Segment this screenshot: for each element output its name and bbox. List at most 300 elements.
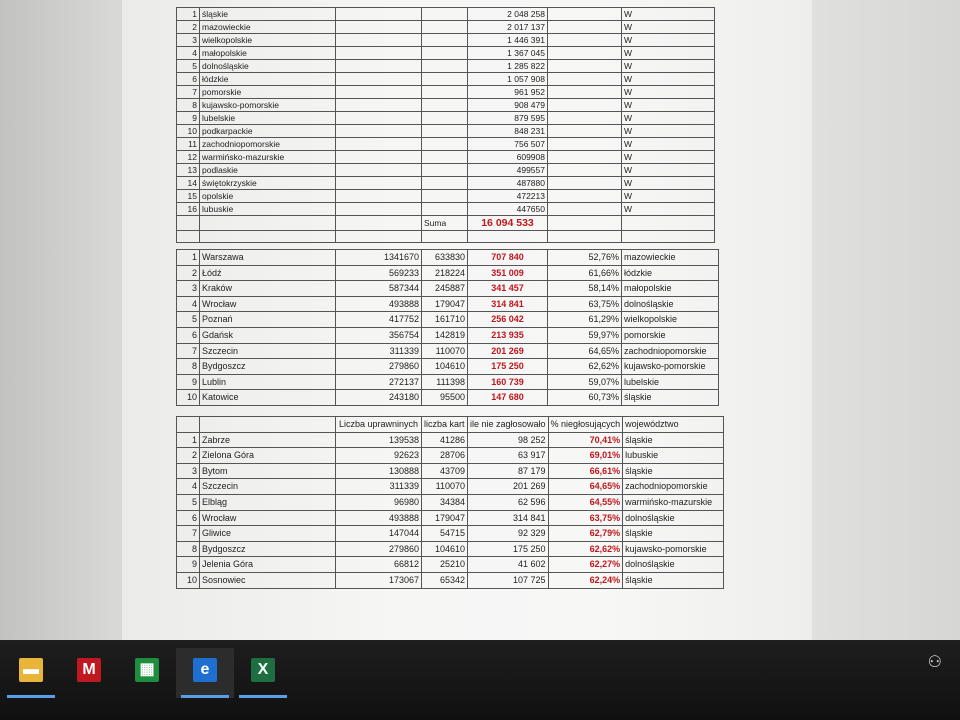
- row-number: 1: [177, 8, 200, 21]
- empty-cell: [422, 34, 468, 47]
- region-flag: W: [622, 73, 715, 86]
- row-number: 1: [177, 432, 200, 448]
- non-voter-percent: 64,65%: [548, 343, 622, 359]
- city-name: Sosnowiec: [200, 572, 336, 588]
- sheets-taskbar-button[interactable]: [118, 648, 176, 698]
- non-voter-percent: 59,07%: [548, 374, 622, 390]
- table-row: [177, 8, 715, 21]
- table-row: [177, 374, 719, 390]
- running-indicator: [239, 695, 287, 698]
- eligible-voters: 569233: [336, 265, 422, 281]
- row-number: 8: [177, 359, 200, 375]
- row-number: 10: [177, 572, 200, 588]
- ballots: 104610: [422, 541, 468, 557]
- region-value: 1 446 391: [468, 34, 548, 47]
- non-voters: 314 841: [468, 296, 548, 312]
- region-value: 2 048 258: [468, 8, 548, 21]
- row-number: 4: [177, 479, 200, 495]
- region-name: pomorskie: [200, 86, 336, 99]
- ballots: 110070: [422, 479, 468, 495]
- region-flag: W: [622, 190, 715, 203]
- voivodeship: małopolskie: [622, 281, 719, 297]
- region-name: łódzkie: [200, 73, 336, 86]
- empty-cell: [336, 177, 422, 190]
- ballots: 161710: [422, 312, 468, 328]
- non-voters: 256 042: [468, 312, 548, 328]
- city-name: Łódź: [200, 265, 336, 281]
- ballots: 633830: [422, 250, 468, 266]
- edge-taskbar-button[interactable]: [176, 648, 234, 698]
- non-voter-percent: 61,66%: [548, 265, 622, 281]
- empty-cell: [548, 164, 622, 177]
- region-name: dolnośląskie: [200, 60, 336, 73]
- row-number: 10: [177, 390, 200, 406]
- region-value: 961 952: [468, 86, 548, 99]
- empty-cell: [422, 8, 468, 21]
- empty-cell: [422, 138, 468, 151]
- city-name: Zabrze: [200, 432, 336, 448]
- ballots: 34384: [422, 494, 468, 510]
- empty-cell: [548, 73, 622, 86]
- empty-cell: [336, 231, 422, 243]
- region-value: 756 507: [468, 138, 548, 151]
- table-row: [177, 448, 724, 464]
- file-explorer-icon: ▬: [19, 658, 43, 682]
- non-voter-percent: 66,61%: [548, 463, 623, 479]
- empty-cell: [336, 112, 422, 125]
- region-flag: W: [622, 112, 715, 125]
- ballots: 65342: [422, 572, 468, 588]
- column-header: ile nie zagłosowało: [468, 417, 549, 433]
- ballots: 28706: [422, 448, 468, 464]
- city-name: Lublin: [200, 374, 336, 390]
- city-name: Zielona Góra: [200, 448, 336, 464]
- region-name: zachodniopomorskie: [200, 138, 336, 151]
- empty-cell: [422, 164, 468, 177]
- table-row: [177, 327, 719, 343]
- city-name: Bytom: [200, 463, 336, 479]
- voivodeship: lubuskie: [623, 448, 724, 464]
- non-voter-percent: 61,29%: [548, 312, 622, 328]
- city-name: Wrocław: [200, 296, 336, 312]
- voivodeship-table: [176, 7, 715, 243]
- empty-cell: [422, 73, 468, 86]
- table-row: [177, 572, 724, 588]
- row-number: 2: [177, 265, 200, 281]
- table-row: [177, 479, 724, 495]
- row-number: 6: [177, 510, 200, 526]
- table-row: [177, 343, 719, 359]
- region-flag: W: [622, 151, 715, 164]
- empty-cell: [548, 21, 622, 34]
- row-number: 4: [177, 296, 200, 312]
- eligible-voters: 311339: [336, 479, 422, 495]
- non-voter-percent: 59,97%: [548, 327, 622, 343]
- table-row: [177, 73, 715, 86]
- region-value: 2 017 137: [468, 21, 548, 34]
- row-number: 16: [177, 203, 200, 216]
- table-row: [177, 390, 719, 406]
- mcafee-taskbar-button[interactable]: [60, 648, 118, 698]
- ballots: 245887: [422, 281, 468, 297]
- region-flag: W: [622, 86, 715, 99]
- table-row: [177, 177, 715, 190]
- eligible-voters: 493888: [336, 510, 422, 526]
- eligible-voters: 66812: [336, 557, 422, 573]
- empty-cell: [336, 190, 422, 203]
- voivodeship: wielkopolskie: [622, 312, 719, 328]
- empty-cell: [548, 99, 622, 112]
- non-voter-percent: 64,55%: [548, 494, 623, 510]
- non-voter-percent: 52,76%: [548, 250, 622, 266]
- blank-row: [177, 231, 715, 243]
- voivodeship: śląskie: [623, 572, 724, 588]
- city-name: Gdańsk: [200, 327, 336, 343]
- row-number: 8: [177, 99, 200, 112]
- empty-cell: [422, 112, 468, 125]
- table-row: [177, 510, 724, 526]
- region-name: podkarpackie: [200, 125, 336, 138]
- eligible-voters: 311339: [336, 343, 422, 359]
- non-voters: 201 269: [468, 343, 548, 359]
- region-flag: W: [622, 99, 715, 112]
- table-row: [177, 250, 719, 266]
- eligible-voters: 147044: [336, 526, 422, 542]
- non-voter-percent: 62,24%: [548, 572, 623, 588]
- empty-cell: [422, 60, 468, 73]
- city-name: Wrocław: [200, 510, 336, 526]
- city-name: Katowice: [200, 390, 336, 406]
- file-explorer-taskbar-button[interactable]: [2, 648, 60, 698]
- table-row: [177, 34, 715, 47]
- row-number: 9: [177, 374, 200, 390]
- column-header: Liczba uprawninych: [336, 417, 422, 433]
- table-row: [177, 203, 715, 216]
- table-row: [177, 164, 715, 177]
- non-voter-percent: 64,65%: [548, 479, 623, 495]
- row-number: 1: [177, 250, 200, 266]
- table-row: [177, 138, 715, 151]
- ballots: 110070: [422, 343, 468, 359]
- table-row: [177, 265, 719, 281]
- column-header: [177, 417, 200, 433]
- region-name: opolskie: [200, 190, 336, 203]
- people-icon[interactable]: ⚇: [927, 654, 942, 671]
- non-voters: 92 329: [468, 526, 549, 542]
- non-voter-percent: 70,41%: [548, 432, 623, 448]
- empty-cell: [422, 21, 468, 34]
- empty-cell: [422, 177, 468, 190]
- eligible-voters: 417752: [336, 312, 422, 328]
- row-number: 5: [177, 494, 200, 510]
- region-name: mazowieckie: [200, 21, 336, 34]
- city-name: Warszawa: [200, 250, 336, 266]
- table-row: [177, 312, 719, 328]
- region-name: śląskie: [200, 8, 336, 21]
- column-header: % niegłosujących: [548, 417, 623, 433]
- empty-cell: [548, 138, 622, 151]
- table-row: [177, 190, 715, 203]
- eligible-voters: 96980: [336, 494, 422, 510]
- voivodeship: mazowieckie: [622, 250, 719, 266]
- empty-cell: [200, 231, 336, 243]
- table-row: [177, 432, 724, 448]
- empty-cell: [336, 151, 422, 164]
- empty-cell: [548, 60, 622, 73]
- empty-cell: [422, 99, 468, 112]
- eligible-voters: 243180: [336, 390, 422, 406]
- region-flag: W: [622, 138, 715, 151]
- table-row: [177, 21, 715, 34]
- ballots: 111398: [422, 374, 468, 390]
- row-number: 4: [177, 47, 200, 60]
- region-flag: W: [622, 177, 715, 190]
- non-voter-percent: 62,27%: [548, 557, 623, 573]
- table-row: [177, 526, 724, 542]
- voivodeship: zachodniopomorskie: [623, 479, 724, 495]
- empty-cell: [548, 151, 622, 164]
- ballots: 104610: [422, 359, 468, 375]
- ballots: 218224: [422, 265, 468, 281]
- non-voters: 175 250: [468, 541, 549, 557]
- row-number: 3: [177, 281, 200, 297]
- region-name: podlaskie: [200, 164, 336, 177]
- empty-cell: [336, 203, 422, 216]
- empty-cell: [336, 47, 422, 60]
- ballots: 25210: [422, 557, 468, 573]
- voivodeship: śląskie: [622, 390, 719, 406]
- non-voters: 87 179: [468, 463, 549, 479]
- voivodeship: kujawsko-pomorskie: [623, 541, 724, 557]
- non-voter-percent: 63,75%: [548, 296, 622, 312]
- empty-cell: [548, 86, 622, 99]
- largest-cities-table: [176, 249, 719, 406]
- voivodeship: kujawsko-pomorskie: [622, 359, 719, 375]
- ballots: 179047: [422, 296, 468, 312]
- empty-cell: [468, 231, 548, 243]
- region-name: wielkopolskie: [200, 34, 336, 47]
- excel-taskbar-button[interactable]: [234, 648, 292, 698]
- eligible-voters: 493888: [336, 296, 422, 312]
- excel-icon: X: [251, 658, 275, 682]
- eligible-voters: 279860: [336, 541, 422, 557]
- table-row: [177, 359, 719, 375]
- empty-cell: [336, 73, 422, 86]
- table-row: [177, 296, 719, 312]
- non-voters: 314 841: [468, 510, 549, 526]
- empty-cell: [548, 203, 622, 216]
- voivodeship: śląskie: [623, 463, 724, 479]
- empty-cell: [422, 231, 468, 243]
- table-row: [177, 541, 724, 557]
- ballots: 95500: [422, 390, 468, 406]
- eligible-voters: 279860: [336, 359, 422, 375]
- city-name: Gliwice: [200, 526, 336, 542]
- ballots: 41286: [422, 432, 468, 448]
- region-value: 848 231: [468, 125, 548, 138]
- non-voters: 62 596: [468, 494, 549, 510]
- running-indicator: [7, 695, 55, 698]
- non-voters: 160 739: [468, 374, 548, 390]
- non-voter-percent: 60,73%: [548, 390, 622, 406]
- sum-row: [177, 216, 715, 231]
- row-number: 6: [177, 327, 200, 343]
- voivodeship: śląskie: [623, 432, 724, 448]
- region-value: 1 057 908: [468, 73, 548, 86]
- empty-cell: [548, 34, 622, 47]
- ballots: 142819: [422, 327, 468, 343]
- running-indicator: [181, 695, 229, 698]
- region-value: 1 367 045: [468, 47, 548, 60]
- voivodeship: śląskie: [623, 526, 724, 542]
- non-voters: 341 457: [468, 281, 548, 297]
- sum-label: Suma: [422, 216, 468, 231]
- row-number: 7: [177, 526, 200, 542]
- taskbar: [0, 640, 960, 720]
- non-voters: 351 009: [468, 265, 548, 281]
- non-voters: 707 840: [468, 250, 548, 266]
- eligible-voters: 130888: [336, 463, 422, 479]
- region-flag: W: [622, 47, 715, 60]
- empty-cell: [336, 60, 422, 73]
- city-name: Bydgoszcz: [200, 541, 336, 557]
- region-name: kujawsko-pomorskie: [200, 99, 336, 112]
- city-name: Bydgoszcz: [200, 359, 336, 375]
- empty-cell: [548, 190, 622, 203]
- non-voters: 175 250: [468, 359, 548, 375]
- row-number: 12: [177, 151, 200, 164]
- region-value: 609908: [468, 151, 548, 164]
- eligible-voters: 587344: [336, 281, 422, 297]
- region-flag: W: [622, 21, 715, 34]
- empty-cell: [336, 8, 422, 21]
- region-flag: W: [622, 203, 715, 216]
- table-row: [177, 494, 724, 510]
- empty-cell: [422, 203, 468, 216]
- region-value: 472213: [468, 190, 548, 203]
- region-value: 908 479: [468, 99, 548, 112]
- table-row: [177, 112, 715, 125]
- empty-cell: [548, 112, 622, 125]
- edge-icon: e: [193, 658, 217, 682]
- empty-cell: [622, 216, 715, 231]
- city-name: Jelenia Góra: [200, 557, 336, 573]
- table-row: [177, 557, 724, 573]
- voivodeship: warmińsko-mazurskie: [623, 494, 724, 510]
- mcafee-icon: M: [77, 658, 101, 682]
- table-row: [177, 60, 715, 73]
- table-row: [177, 151, 715, 164]
- region-flag: W: [622, 125, 715, 138]
- empty-cell: [336, 34, 422, 47]
- region-name: świętokrzyskie: [200, 177, 336, 190]
- empty-cell: [200, 216, 336, 231]
- non-voters: 41 602: [468, 557, 549, 573]
- sheets-icon: ▦: [135, 658, 159, 682]
- voivodeship: zachodniopomorskie: [622, 343, 719, 359]
- table-row: [177, 99, 715, 112]
- region-name: małopolskie: [200, 47, 336, 60]
- empty-cell: [336, 138, 422, 151]
- empty-cell: [422, 125, 468, 138]
- empty-cell: [422, 151, 468, 164]
- row-number: 7: [177, 86, 200, 99]
- non-voters: 147 680: [468, 390, 548, 406]
- non-voter-percent: 58,14%: [548, 281, 622, 297]
- empty-cell: [177, 231, 200, 243]
- region-flag: W: [622, 34, 715, 47]
- row-number: 10: [177, 125, 200, 138]
- eligible-voters: 272137: [336, 374, 422, 390]
- region-value: 499557: [468, 164, 548, 177]
- eligible-voters: 173067: [336, 572, 422, 588]
- empty-cell: [548, 177, 622, 190]
- empty-cell: [548, 47, 622, 60]
- non-voters: 63 917: [468, 448, 549, 464]
- table-row: [177, 86, 715, 99]
- empty-cell: [548, 216, 622, 231]
- empty-cell: [336, 125, 422, 138]
- city-name: Elbląg: [200, 494, 336, 510]
- row-number: 7: [177, 343, 200, 359]
- non-voter-percent: 63,75%: [548, 510, 623, 526]
- row-number: 6: [177, 73, 200, 86]
- eligible-voters: 139538: [336, 432, 422, 448]
- row-number: 15: [177, 190, 200, 203]
- region-flag: W: [622, 60, 715, 73]
- city-name: Kraków: [200, 281, 336, 297]
- empty-cell: [336, 216, 422, 231]
- voivodeship: lubelskie: [622, 374, 719, 390]
- ballots: 54715: [422, 526, 468, 542]
- eligible-voters: 92623: [336, 448, 422, 464]
- empty-cell: [422, 47, 468, 60]
- empty-cell: [422, 190, 468, 203]
- region-value: 487880: [468, 177, 548, 190]
- empty-cell: [548, 8, 622, 21]
- voivodeship: dolnośląskie: [623, 510, 724, 526]
- row-number: 2: [177, 21, 200, 34]
- non-voters: 201 269: [468, 479, 549, 495]
- empty-cell: [548, 231, 622, 243]
- row-number: 8: [177, 541, 200, 557]
- empty-cell: [336, 21, 422, 34]
- region-name: lubuskie: [200, 203, 336, 216]
- empty-cell: [177, 216, 200, 231]
- column-header: [200, 417, 336, 433]
- region-value: 447650: [468, 203, 548, 216]
- empty-cell: [336, 164, 422, 177]
- city-name: Poznań: [200, 312, 336, 328]
- table-row: [177, 125, 715, 138]
- non-voters-table: [176, 416, 724, 589]
- region-flag: W: [622, 164, 715, 177]
- non-voters: 98 252: [468, 432, 549, 448]
- empty-cell: [422, 86, 468, 99]
- region-value: 1 285 822: [468, 60, 548, 73]
- non-voter-percent: 62,62%: [548, 541, 623, 557]
- row-number: 11: [177, 138, 200, 151]
- non-voters: 213 935: [468, 327, 548, 343]
- city-name: Szczecin: [200, 343, 336, 359]
- non-voter-percent: 62,79%: [548, 526, 623, 542]
- empty-cell: [622, 231, 715, 243]
- ballots: 43709: [422, 463, 468, 479]
- row-number: 9: [177, 112, 200, 125]
- region-value: 879 595: [468, 112, 548, 125]
- table-row: [177, 47, 715, 60]
- row-number: 5: [177, 312, 200, 328]
